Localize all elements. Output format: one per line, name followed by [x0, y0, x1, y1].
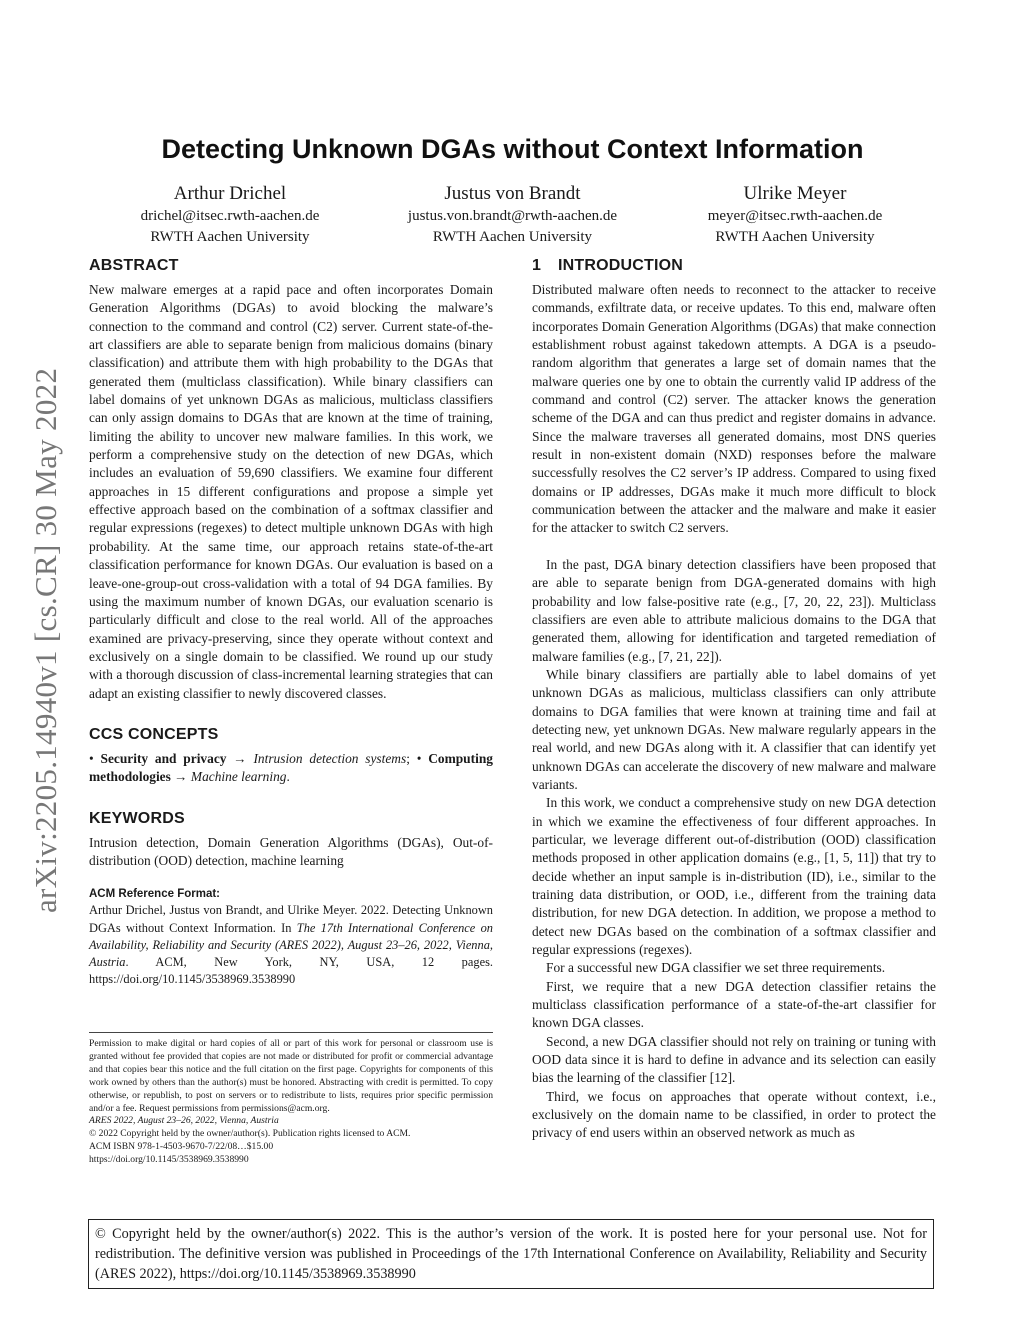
ccs-heading: CCS CONCEPTS: [89, 725, 219, 743]
isbn-line: ACM ISBN 978-1-4503-9670-7/22/08…$15.00: [89, 1141, 274, 1153]
intro-paragraph: Distributed malware often needs to reconnect to the attacker to receive commands, exfiltrate data, or receive updates. To this end, malware often incorporates Domain Generation Algorithms (DGAs) that make connection establishment robust against takedown attempts. A DGA is a pseudo-random algorithm that generates a large set of domain names that the malware queries one by one to obtain the currently valid IP address of the command and control (C2) server. The attacker knows the generation scheme of the DGA and can thus predict and register domains in advance. Since the malware traverses all generated domains, most DNS queries result in non-existent domain (NXD) responses before the malware successfully resolves the C2 server’s IP address. Compared to using fixed domains or IP addresses, DGAs make it much more difficult to block communication between the attacker and the malware and make it easier for the attacker to switch C2 servers.: [532, 282, 936, 536]
conference-line: ARES 2022, August 23–26, 2022, Vienna, Austria: [89, 1115, 279, 1127]
intro-paragraph: In the past, DGA binary detection classifiers have been proposed that are able to separate benign from DGA-generated domains with high probability and low false-positive rate (e.g., [7, 20, 22, 23]). Multiclass classifiers are even able to attribute malicious domains to the DGA that generated them, allowing for identification and targeted remediation of malware families (e.g., [7, 21, 22]).: [532, 556, 936, 664]
author-name: Ulrike Meyer: [743, 183, 847, 204]
right-column: [532, 256, 936, 1143]
author-2: [373, 182, 653, 248]
copyright-line: © 2022 Copyright held by the owner/author(s). Publication rights licensed to ACM.: [89, 1128, 411, 1140]
author-affiliation: RWTH Aachen University: [432, 229, 593, 245]
intro-paragraph: For a successful new DGA classifier we set three requirements.: [546, 960, 886, 976]
abstract-text: New malware emerges at a rapid pace and often incorporates Domain Generation Algorithms (DGAs) to avoid blocking the malware’s connection to the command and control (C2) server. Current state-of-the-art classifiers are able to separate benign from malicious domains (binary classification) and attribute them with high probability to the DGAs that generated them (multiclass classification). While binary classifiers can label domains of yet unknown DGAs as malicious, multiclass classifiers can only assign domains to DGAs that are known at the time of training, limiting the ability to uncover new malware families. In this work, we perform a comprehensive study on the detection of new DGAs, which includes an evaluation of 59,690 classifiers. We examine four different approaches in 15 different configurations and propose a simple yet effective approach based on the combination of a softmax classifier and regular expressions (regexes) to detect multiple unknown DGAs with high probability. At the same time, our approach retains state-of-the-art classification performance for known DGAs. Our evaluation is based on a leave-one-group-out cross-validation with a total of 94 DGA families. By using the maximum number of known DGAs, our evaluation scenario is particularly difficult and close to the real world. All of the approaches examined are privacy-preserving, since they operate without context and exclusively on a single domain to be classified. We round up our study with a thorough discussion of class-incremental learning strategies that can adapt an existing classifier to newly discovered classes.: [89, 282, 493, 701]
author-email: drichel@itsec.rwth-aachen.de: [140, 208, 320, 224]
acm-reference-text: [89, 902, 493, 988]
intro-paragraph: While binary classifiers are partially able to label domains of yet unknown DGAs as malicious, multiclass classifiers can only attribute domains to DGA families that were known at training time and fail at detecting new, yet unknown DGAs. New malware regularly appears in the real world, and new DGAs along with it. A classifier that can identify yet unknown DGAs can accelerate the discovery of new malware and malware variants.: [532, 666, 936, 792]
ccs-separator: ; •: [406, 750, 429, 766]
introduction-heading: [532, 256, 936, 276]
ccs-term: Computing methodologies: [89, 750, 493, 785]
author-3: [655, 182, 935, 248]
author-email: meyer@itsec.rwth-aachen.de: [707, 208, 883, 224]
author-affiliation: RWTH Aachen University: [715, 229, 875, 245]
ccs-arrow: →: [226, 750, 254, 766]
author-1: [90, 182, 370, 248]
ccs-bullet: •: [89, 750, 101, 766]
reference-tail: . ACM, New York, NY, USA, 12 pages. https://doi.org/10.1145/3538969.3538990: [89, 955, 493, 987]
intro-paragraph: First, we require that a new DGA detection classifier retains the multiclass classification performance of a state-of-the-art classifier for known DGA classes.: [532, 978, 936, 1031]
left-column: [89, 256, 493, 989]
author-affiliation: RWTH Aachen University: [150, 229, 310, 245]
ccs-subterm: Machine learning: [190, 769, 287, 785]
permission-text: Permission to make digital or hard copies of all or part of this work for personal or classroom use is granted without fee provided that copies are not made or distributed for profit or commercial advantage and that copies bear this notice and the full citation on the first page. Copyrights for components of this work owned by others than the author(s) must be honored. Abstracting with credit is permitted. To copy otherwise, or republish, to post on servers or to redistribute to lists, requires prior specific permission and/or a fee. Request permissions from permissions@acm.org.: [89, 1038, 493, 1114]
reference-authors: Arthur Drichel, Justus von Brandt, and Ulrike Meyer. 2022. Detecting Unknown DGAs without Context Information. In: [89, 903, 493, 935]
paper-title: Detecting Unknown DGAs without Context Information: [161, 134, 864, 164]
ccs-text: [89, 750, 493, 787]
arxiv-identifier: arXiv:2205.14940v1 [cs.CR] 30 May 2022: [28, 367, 63, 913]
author-block: [90, 182, 935, 248]
acm-reference-heading: ACM Reference Format:: [89, 888, 220, 901]
intro-paragraph: Second, a new DGA classifier should not rely on training or tuning with OOD data since it is hard to define in advance and its selection can easily bias the learning of the classifier [12].: [532, 1033, 936, 1086]
reference-venue: The 17th International Conference on Availability, Reliability and Security (ARES 2022), August 23–26, 2022, Vienna, Austria: [89, 920, 493, 970]
footer-copyright-notice: © Copyright held by the owner/author(s) 2022. This is the author’s version of the work. It is posted here for your personal use. Not for redistribution. The definitive version was published in Proceedings of the 17th International Conference on Availability, Reliability and Security (ARES 2022), https://doi.org/10.1145/3538969.3538990: [88, 1219, 934, 1289]
ccs-period: .: [286, 769, 290, 785]
author-email: justus.von.brandt@rwth-aachen.de: [407, 208, 618, 224]
ccs-term: Security and privacy: [100, 750, 227, 766]
intro-paragraph: Third, we focus on approaches that operate without context, i.e., exclusively on the domain name to be classified, in order to protect the privacy of end users within an observed network as much as: [532, 1088, 936, 1141]
abstract-heading: ABSTRACT: [89, 257, 179, 274]
ccs-arrow: →: [170, 769, 191, 785]
author-name: Arthur Drichel: [173, 183, 287, 204]
section-number: 1: [532, 257, 542, 274]
doi-line[interactable]: https://doi.org/10.1145/3538969.3538990: [89, 1154, 249, 1166]
section-title: INTRODUCTION: [558, 257, 684, 274]
keywords-text: Intrusion detection, Domain Generation Algorithms (DGAs), Out-of-distribution (OOD) detection, machine learning: [89, 834, 493, 868]
ccs-subterm: Intrusion detection systems: [253, 750, 407, 766]
permission-notice: [89, 1032, 493, 1167]
author-name: Justus von Brandt: [444, 183, 581, 204]
intro-paragraph: In this work, we conduct a comprehensive study on new DGA detection in which we examine the effectiveness of four different approaches. In particular, we leverage different out-of-distribution (OOD) classification methods proposed in other application domains (e.g., [1, 5, 11]) that try to decide whether an input sample is in-distribution (ID), i.e., similar to the training data distribution, or OOD, i.e., different from the training data distribution, for new DGA detection. In addition, we propose a method to detect new DGAs based on the combination of a softmax classifier and regular expressions (regexes).: [532, 795, 936, 958]
keywords-heading: KEYWORDS: [89, 809, 185, 827]
